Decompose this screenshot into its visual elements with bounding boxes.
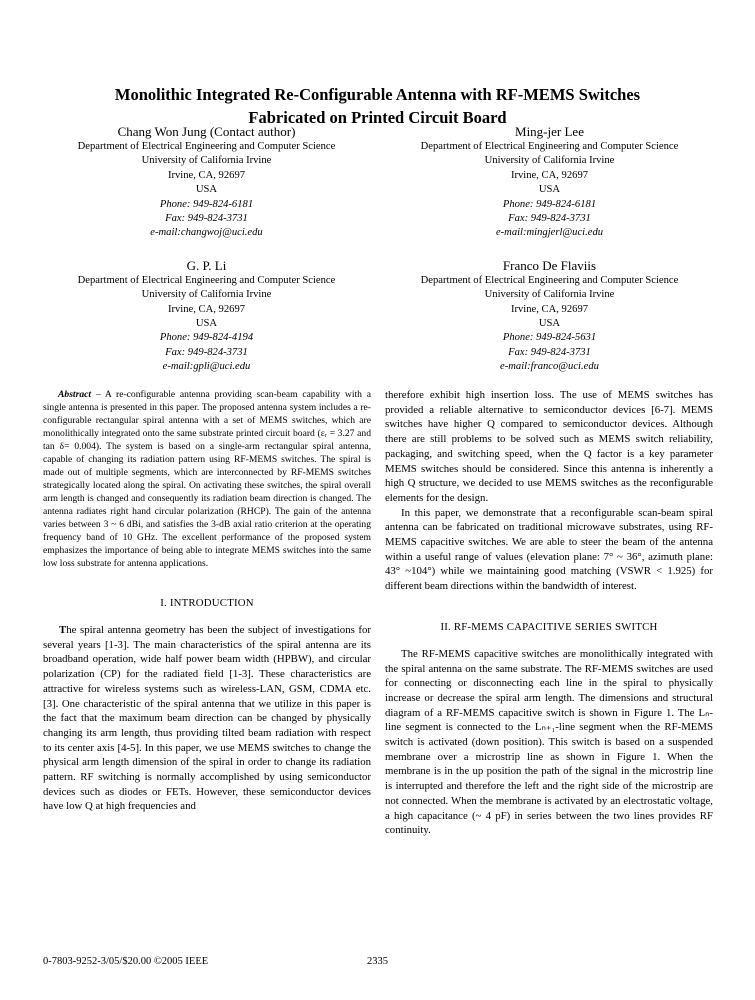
author-university: University of California Irvine [484, 289, 615, 301]
author-university: University of California Irvine [484, 155, 615, 167]
author-department: Department of Electrical Engineering and Computer Science [77, 141, 336, 152]
author-phone: Phone: 949-824-6181 [502, 198, 597, 210]
paper-title-line1: Monolithic Integrated Re-Configurable Antenna with RF-MEMS Switches [114, 85, 641, 105]
page-footer [0, 956, 755, 967]
author-department: Department of Electrical Engineering and Computer Science [77, 274, 336, 286]
author-country: USA [538, 318, 561, 330]
abstract-paragraph [43, 388, 371, 570]
intro-paragraph-1 [43, 623, 371, 814]
author-email: e-mail:changwoj@uci.edu [150, 227, 263, 239]
intro-paragraph-2: In this paper, we demonstrate that a reconfigurable scan-beam spiral antenna can be fabricated on traditional microwave substrates, using RF-MEMS capacitive switches. We are able to steer the beam of the antenna within a useful range of values (elevation plane: 7° ~ 36°, azimuth plane: 43° ~104°) while we maintaining good matching (VSWR < 1.925) for different beam directions within the bandwidth of interest. [385, 506, 713, 593]
author-fax: Fax: 949-824-3731 [165, 213, 248, 225]
author-email: e-mail:franco@uci.edu [500, 361, 599, 373]
author-phone: Phone: 949-824-6181 [159, 198, 254, 210]
page-number: 2335 [367, 956, 388, 967]
author-email: e-mail:gpli@uci.edu [162, 361, 251, 373]
copyright-notice: 0-7803-9252-3/05/$20.00 ©2005 IEEE [43, 956, 209, 967]
author-phone: Phone: 949-824-4194 [159, 332, 254, 344]
author-country: USA [538, 184, 561, 196]
author-city: Irvine, CA, 92697 [167, 169, 246, 181]
section-heading-introduction: I. INTRODUCTION [160, 597, 254, 609]
column-left [43, 388, 371, 814]
author-city: Irvine, CA, 92697 [167, 303, 246, 315]
author-university: University of California Irvine [141, 289, 272, 301]
author-name: Ming-jer Lee [515, 124, 584, 139]
column-right [385, 388, 713, 838]
intro-paragraph-1-continued: therefore exhibit high insertion loss. The use of MEMS switches has provided a reliable alternative to semiconductor devices [6-7]. MEMS switches have higher Q compared to semiconductor devices. Although there are still problems to be solved such as MEMS switch reliability, packaging, and switching speed, when the Q factor is a key parameter MEMS switches should be considered. Since this antenna is inherently a high Q structure, we decided to use MEMS switches as the reconfigurable elements for the design. [385, 389, 713, 504]
author-city: Irvine, CA, 92697 [510, 169, 589, 181]
author-block-2 [385, 123, 714, 241]
switch-paragraph-1: The RF-MEMS capacitive switches are monolithically integrated with the spiral antenna on the same substrate. The RF-MEMS switches are used for connecting or disconnecting each line in the spiral to physically increase or decrease the spiral arm length. The dimensions and structural diagram of a RF-MEMS capacitive switch is shown in Figure 1. The Lₙ-line segment is connected to the Lₙ₊₁-line segment when the RF-MEMS switch is activated (down position). This switch is based on a suspended membrane over a microstrip line as shown in Figure 1. When the membrane is in the up position the path of the signal in the microstrip line is interrupted and therefore the left and the right side of the microstrip are not connected. When the membrane is activated by an electrostatic voltage, a high capacitance (~ 4 pF) in series between the two lines provides RF continuity. [385, 647, 713, 837]
abstract-label: Abstract [58, 389, 92, 400]
author-block-4 [385, 257, 714, 375]
author-department: Department of Electrical Engineering and Computer Science [420, 141, 679, 152]
author-block-1 [42, 123, 371, 241]
author-university: University of California Irvine [141, 155, 272, 167]
author-city: Irvine, CA, 92697 [510, 303, 589, 315]
intro-paragraph-1-text: he spiral antenna geometry has been the subject of investigations for several years [1-3]. The main characteristics of the spiral antenna are its broadband operation, wide half power beam width (HPBW), and circular polarization (CP) for the radiated field [1-3]. These characteristics are attractive for wireless systems such as wireless-LAN, GSM, CDMA etc. [3]. One characteristic of the spiral antenna that we utilize in this paper is the fact that the maximum beam direction can be changed by physically changing its arm length, thus providing tilted beam radiation with respect to its center axis [4-5]. In this paper, we use MEMS switches to change the physical arm length dimension of the spiral in order to change its radiation pattern. RF switching is normally accomplished by using semiconductor devices such as diodes or FETs. However, these semiconductor devices have low Q at high frequencies and [43, 624, 371, 813]
author-block-3 [42, 257, 371, 375]
abstract-body: – A re-configurable antenna providing scan-beam capability with a single antenna is presented in this paper. The proposed antenna system includes a re-configurable rectangular spiral antenna with a set of MEMS switches, which are monolithically integrated onto the same substrate printed circuit board (εᵣ = 3.27 and tan δ= 0.004). The system is based on a single-arm rectangular spiral antenna, capable of changing its radiation pattern using RF-MEMS switches. The spiral is made out of multiple segments, which are interconnected by RF-MEMS switches strategically located along the spiral. On activating these switches, the spiral overall arm length is changed and consequently its radiation beam direction is changed. The antenna radiates right hand circular polarization (RHCP). The gain of the antenna varies between 3 ~ 6 dBi, and satisfies the 3-dB axial ratio criterion at the operating frequency band of 10 GHz. The excellent performance of the proposed system emphasizes the importance of being able to integrate MEMS switches into the same low loss substrate for antenna applications. [43, 389, 371, 569]
author-department: Department of Electrical Engineering and Computer Science [420, 274, 679, 286]
author-country: USA [195, 318, 218, 330]
author-grid [42, 123, 714, 375]
author-country: USA [195, 184, 218, 196]
author-fax: Fax: 949-824-3731 [508, 213, 591, 225]
author-name: Chang Won Jung (Contact author) [117, 124, 296, 139]
author-email: e-mail:mingjerl@uci.edu [495, 227, 604, 239]
section-heading-rf-mems-switch: II. RF-MEMS CAPACITIVE SERIES SWITCH [440, 620, 658, 633]
intro-lead-letter: T [59, 624, 67, 636]
author-fax: Fax: 949-824-3731 [165, 346, 248, 358]
author-name: G. P. Li [186, 257, 227, 273]
author-fax: Fax: 949-824-3731 [508, 346, 591, 358]
author-name: Franco De Flaviis [502, 257, 597, 273]
paper-title-line2: Fabricated on Printed Circuit Board [248, 108, 507, 128]
author-phone: Phone: 949-824-5631 [502, 332, 597, 344]
